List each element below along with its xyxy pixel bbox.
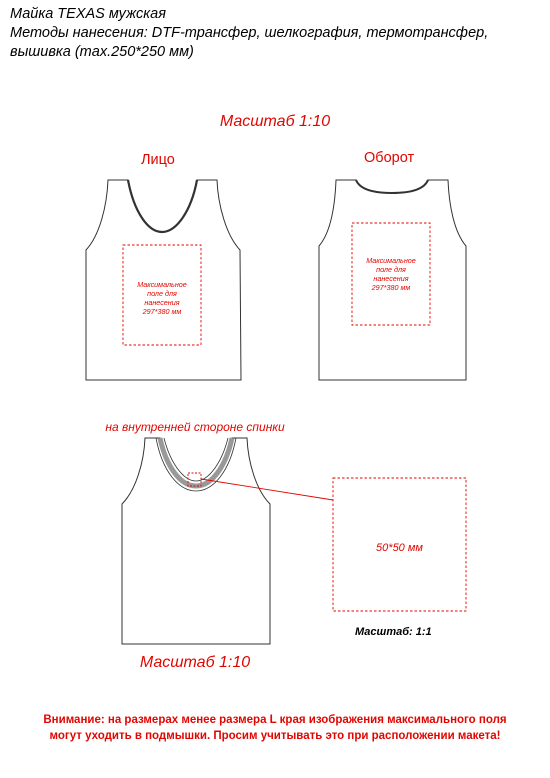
back-field-text: Максимальное поле для нанесения 297*380 мм (366, 256, 416, 292)
front-label: Лицо (141, 152, 175, 168)
box-scale-label: Масштаб: 1:1 (355, 626, 432, 638)
back-label: Оборот (364, 150, 415, 166)
scale-label-top: Масштаб 1:10 (219, 113, 331, 130)
methods-text: Методы нанесения: DTF-трансфер, шелкография, термотрансфер, (10, 25, 489, 41)
methods-text-cont: вышивка (max.250*250 мм) (10, 44, 194, 60)
product-title: Майка TEXAS мужская (10, 6, 166, 22)
warning-note: Внимание: на размерах менее размера L края изображения максимального поля могут уходить в подмышки. Просим учитывать это при расположении макета! (43, 714, 507, 742)
inner-tank-top (122, 438, 270, 644)
front-field-text: Максимальное поле для нанесения 297*380 мм (137, 280, 187, 316)
inner-back-title: на внутренней стороне спинки (105, 420, 285, 434)
box-size-label: 50*50 мм (376, 542, 423, 554)
connector-line (201, 479, 333, 500)
scale-label-bottom: Масштаб 1:10 (139, 654, 251, 671)
neck-trim (160, 438, 232, 486)
